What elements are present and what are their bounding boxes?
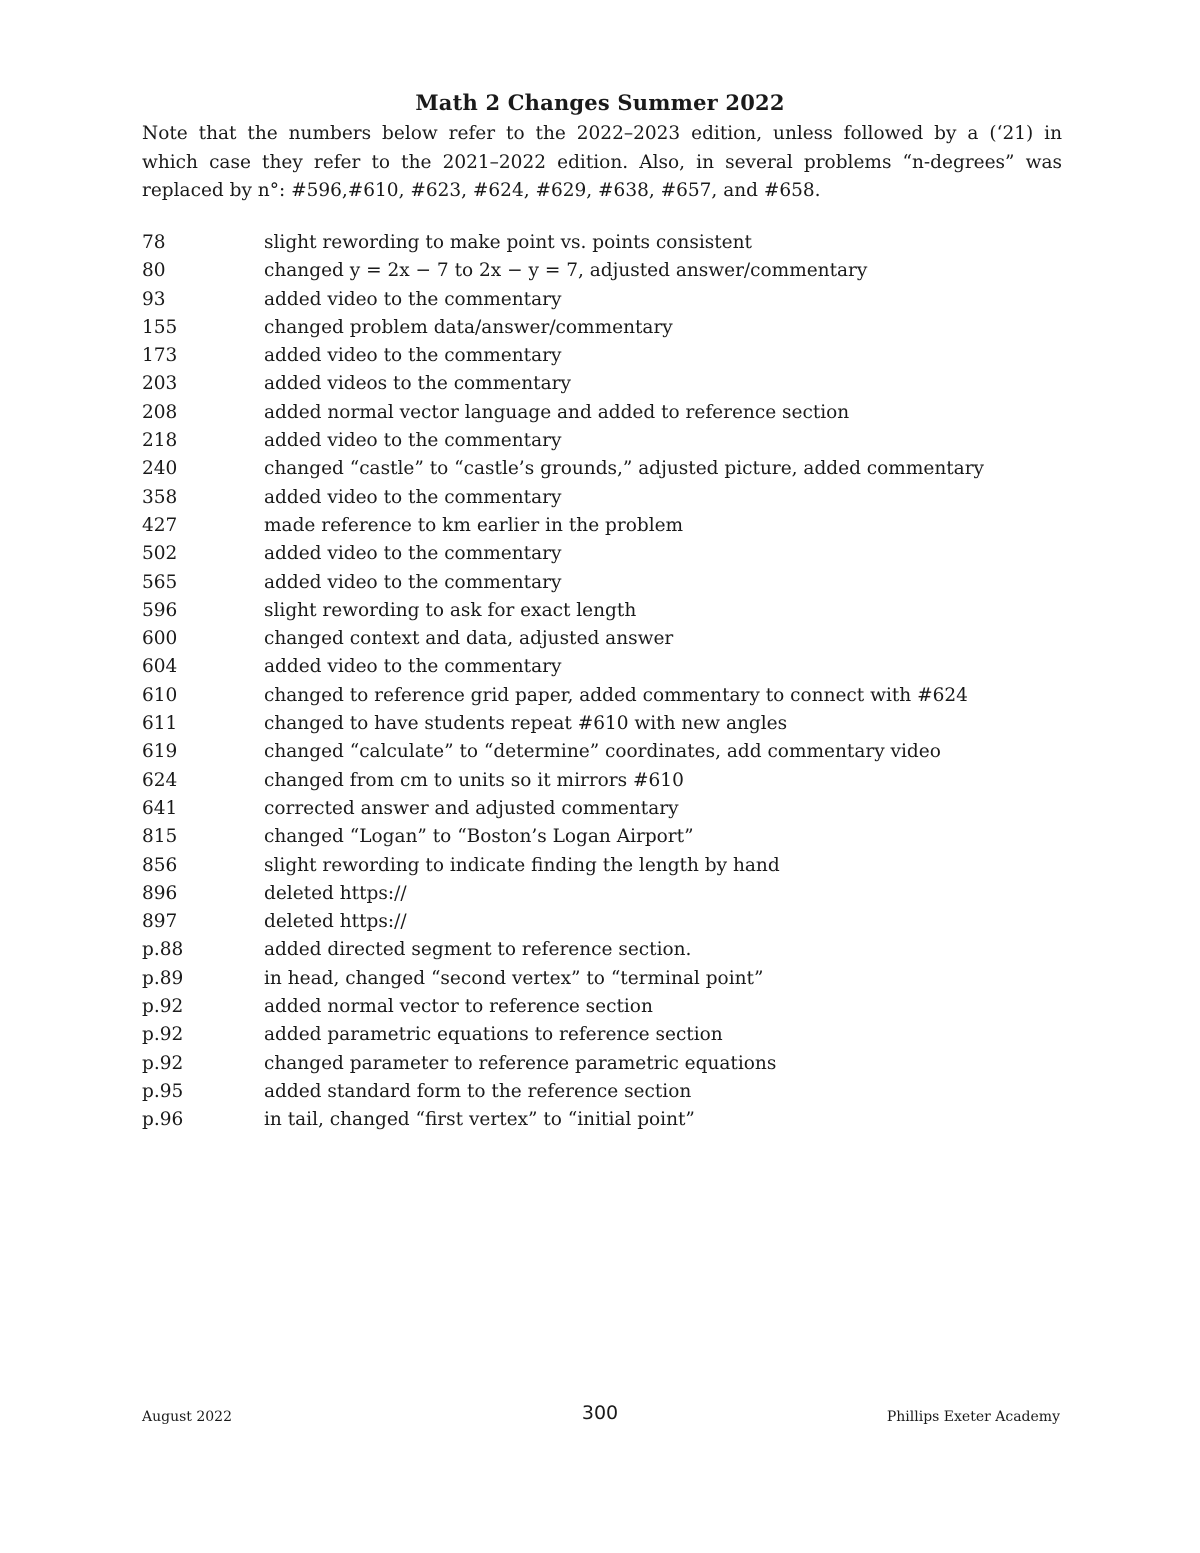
- change-row: [142, 1078, 1082, 1106]
- change-row: [142, 569, 1082, 597]
- change-row: [142, 1050, 1082, 1078]
- change-number: 611: [142, 713, 178, 735]
- change-row: [142, 286, 1082, 314]
- change-number: 502: [142, 543, 178, 565]
- change-description: corrected answer and adjusted commentary: [264, 797, 679, 819]
- change-row: [142, 653, 1082, 681]
- change-row: [142, 399, 1082, 427]
- change-row: [142, 965, 1082, 993]
- change-description: in tail, changed “first vertex” to “initial point”: [264, 1109, 695, 1131]
- change-row: [142, 795, 1082, 823]
- change-number: 155: [142, 316, 178, 338]
- change-number: p.88: [142, 939, 184, 961]
- change-number: 604: [142, 656, 178, 678]
- change-number: 358: [142, 486, 178, 508]
- change-row: [142, 908, 1082, 936]
- change-number: 427: [142, 514, 178, 536]
- change-description: in head, changed “second vertex” to “terminal point”: [264, 967, 764, 989]
- change-description: deleted https://: [264, 882, 407, 904]
- change-description: added video to the commentary: [264, 288, 562, 310]
- change-number: 93: [142, 288, 166, 310]
- change-number: 856: [142, 854, 178, 876]
- change-number: p.92: [142, 996, 184, 1018]
- change-description: changed to have students repeat #610 with new angles: [264, 713, 788, 735]
- change-description: added normal vector language and added to reference section: [264, 401, 850, 423]
- change-description: made reference to km earlier in the problem: [264, 514, 684, 536]
- change-row: [142, 823, 1082, 851]
- change-row: [142, 852, 1082, 880]
- change-description: slight rewording to ask for exact length: [264, 599, 637, 621]
- change-number: 619: [142, 741, 178, 763]
- change-number: 897: [142, 911, 178, 933]
- change-row: [142, 767, 1082, 795]
- change-number: 78: [142, 232, 166, 253]
- page-number: 300: [581, 1402, 619, 1424]
- change-number: 218: [142, 430, 178, 452]
- change-row: [142, 540, 1082, 568]
- change-row: [142, 936, 1082, 964]
- change-number: 596: [142, 599, 178, 621]
- change-row: [142, 427, 1082, 455]
- change-row: [142, 342, 1082, 370]
- change-row: [142, 257, 1082, 285]
- change-number: p.92: [142, 1024, 184, 1046]
- change-number: 565: [142, 571, 178, 593]
- change-row: [142, 484, 1082, 512]
- page-title: Math 2 Changes Summer 2022: [415, 90, 785, 115]
- change-row: [142, 993, 1082, 1021]
- change-number: 203: [142, 373, 178, 395]
- change-number: 815: [142, 826, 178, 848]
- change-row: [142, 625, 1082, 653]
- change-number: 240: [142, 458, 178, 480]
- change-description: added video to the commentary: [264, 656, 562, 678]
- change-row: [142, 229, 1082, 257]
- change-description: changed from cm to units so it mirrors #610: [264, 769, 684, 791]
- change-description: added parametric equations to reference section: [264, 1024, 723, 1046]
- change-description: added video to the commentary: [264, 486, 562, 508]
- change-number: p.89: [142, 967, 184, 989]
- change-row: [142, 880, 1082, 908]
- change-row: [142, 370, 1082, 398]
- change-number: 641: [142, 797, 178, 819]
- intro-paragraph: [142, 120, 1062, 206]
- change-number: 600: [142, 628, 178, 650]
- change-number: 624: [142, 769, 178, 791]
- change-row: [142, 1106, 1082, 1134]
- change-number: 173: [142, 345, 178, 367]
- change-number: 80: [142, 260, 166, 282]
- change-description: changed “Logan” to “Boston’s Logan Airport”: [264, 826, 694, 848]
- intro-line: Note that the numbers below refer to the 2022–2023 edition, unless followed by a (‘21) in: [142, 123, 1062, 144]
- changes-list: [142, 229, 1082, 1135]
- change-description: changed “calculate” to “determine” coordinates, add commentary video: [264, 741, 941, 763]
- change-row: [142, 512, 1082, 540]
- change-description: added video to the commentary: [264, 571, 562, 593]
- change-row: [142, 738, 1082, 766]
- change-description: added videos to the commentary: [264, 373, 571, 395]
- intro-line: which case they refer to the 2021–2022 edition. Also, in several problems “n-degrees” was: [142, 151, 1062, 173]
- change-description: changed parameter to reference parametric equations: [264, 1052, 777, 1074]
- change-row: [142, 597, 1082, 625]
- change-row: [142, 1021, 1082, 1049]
- change-row: [142, 455, 1082, 483]
- footer-date: August 2022: [142, 1409, 232, 1425]
- change-number: 610: [142, 684, 178, 706]
- change-description: added video to the commentary: [264, 543, 562, 565]
- change-description: changed context and data, adjusted answer: [264, 628, 674, 650]
- change-description: slight rewording to indicate finding the length by hand: [264, 854, 780, 876]
- change-row: [142, 682, 1082, 710]
- change-description: slight rewording to make point vs. points consistent: [264, 232, 752, 253]
- change-description: changed y = 2x − 7 to 2x − y = 7, adjusted answer/commentary: [264, 260, 868, 282]
- change-description: changed “castle” to “castle’s grounds,” adjusted picture, added commentary: [264, 458, 985, 480]
- change-number: p.95: [142, 1080, 184, 1102]
- footer-institution: Phillips Exeter Academy: [886, 1409, 1060, 1425]
- change-description: deleted https://: [264, 911, 407, 933]
- change-description: changed problem data/answer/commentary: [264, 316, 673, 338]
- intro-line: replaced by n°: #596,#610, #623, #624, #629, #638, #657, and #658.: [142, 180, 821, 201]
- change-description: changed to reference grid paper, added commentary to connect with #624: [264, 684, 968, 706]
- change-description: added directed segment to reference section.: [264, 939, 692, 961]
- change-number: 208: [142, 401, 178, 423]
- change-description: added normal vector to reference section: [264, 996, 653, 1018]
- change-number: 896: [142, 882, 178, 904]
- change-description: added video to the commentary: [264, 345, 562, 367]
- change-number: p.92: [142, 1052, 184, 1074]
- change-description: added standard form to the reference section: [264, 1080, 692, 1102]
- change-number: p.96: [142, 1109, 184, 1131]
- change-row: [142, 314, 1082, 342]
- change-row: [142, 710, 1082, 738]
- change-description: added video to the commentary: [264, 430, 562, 452]
